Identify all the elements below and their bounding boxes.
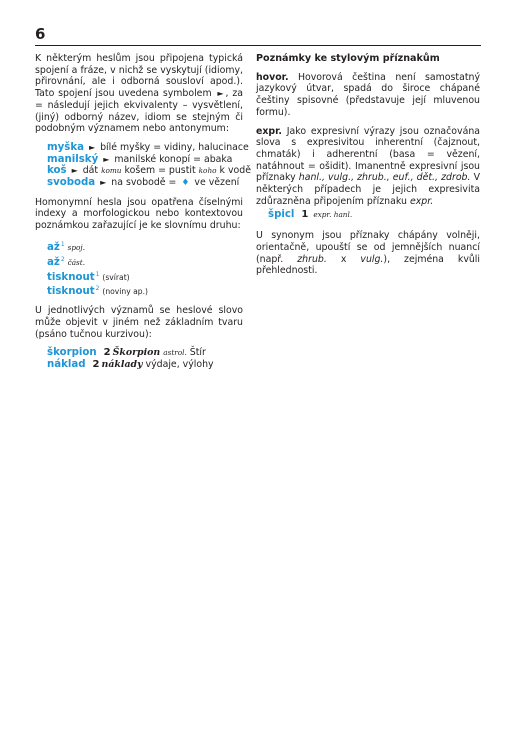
index-number: 2 [95,285,100,293]
index-number: 1 [60,240,65,248]
right-column [256,53,480,284]
paragraph-forms: U jednotlivých významů se heslové slovo může objevit v jiném než základním tvaru (psáno tučnou kurzivou): [35,305,243,340]
headword: náklad [47,358,86,370]
headword: špicl [268,209,295,221]
arrow-icon: ► [100,178,107,188]
headword: myška [47,141,84,153]
sense-number: 1 [301,209,309,221]
arrow-icon: ► [88,142,96,152]
homonym-line: $až^2$ část. [47,255,86,268]
index-number: 1 [95,270,100,278]
sense-number: 2 [103,347,111,359]
headword: tisknout [47,271,95,283]
headword: škorpion [47,347,97,359]
arrow-icon: ► [217,89,224,99]
paragraph-synonyms: U synonym jsou příznaky chápány volněji, orientačně, upouští se od jemnějších nuancí (např. zhrub. x vulg.), zejména kvůli přehlednosti. [256,230,481,277]
section-heading: Poznámky ke stylovým příznakům [256,53,440,64]
example-line: špicl 1 expr. hanl. [268,209,353,221]
form-line: škorpion 2 Škorpion astrol. Štír [47,347,206,359]
example-line: myška ► bílé myšky = vidiny, halucinace [47,141,249,153]
arrow-icon: ► [103,154,110,164]
example-line: svoboda ► na svobodě = ♦ ve vězení [47,177,240,189]
paragraph-hovor: hovor. Hovorová čeština není samostatný jazykový útvar, spadá do široce chápané češtiny spisovné (představuje její mluvenou formu). [256,71,480,118]
paragraph-expr: expr. Jako expresivní výrazy jsou označována slova s expresivitou inherentní (čajznout, chmaták) i adherentní (basa = vězení, natáhnout = ošidit). Imanentně expresivní jsou příznaky hanl., vulg., zhrub., euf., dět., zdrob. V některých případech je jejich expresivita zdůrazněna připojením příznaku expr. [256,125,481,207]
paragraph-phrases: K některým heslům jsou připojena typická spojení a fráze, v nichž se vyskytují (idiomy, přirovnání, ale i odborná sousloví apod.). Tato spojení jsou uvedena symbolem ► , za = následují jejich ekvivalenty – vysvětlení, (jiný) odborný název, idiom se stejným či podobným významem nebo antonymum: [35,53,243,135]
example-line: koš ► dát komu košem = pustit koho k vodě [47,165,251,177]
headword: koš [47,165,67,177]
diamond-icon: ♦ [181,178,190,189]
arrow-icon: ► [71,166,78,176]
sense-number: 2 [92,358,100,370]
page-number: 6 [35,25,46,43]
headword: manilský [47,153,99,165]
example-line: manilský ► manilské konopí = abaka [47,153,233,165]
headword: tisknout [47,286,95,298]
headword: až [47,256,60,268]
headword: svoboda [47,177,96,189]
form-line: náklad 2 náklady výdaje, výlohy [47,358,214,370]
homonym-line: tisknout$^1$ (svírat) [47,270,130,283]
homonym-line: $až^1$ spoj. [47,240,86,253]
left-column [35,53,251,371]
homonym-line: tisknout$^2$ (noviny ap.) [47,285,148,298]
top-rule [35,45,481,46]
index-number: 2 [60,255,65,263]
paragraph-homonyms: Homonymní hesla jsou opatřena číselnými indexy a morfologickou nebo kontextovou poznámkou zařazující je ke slovnímu druhu: [35,196,243,232]
headword: až [47,241,60,253]
